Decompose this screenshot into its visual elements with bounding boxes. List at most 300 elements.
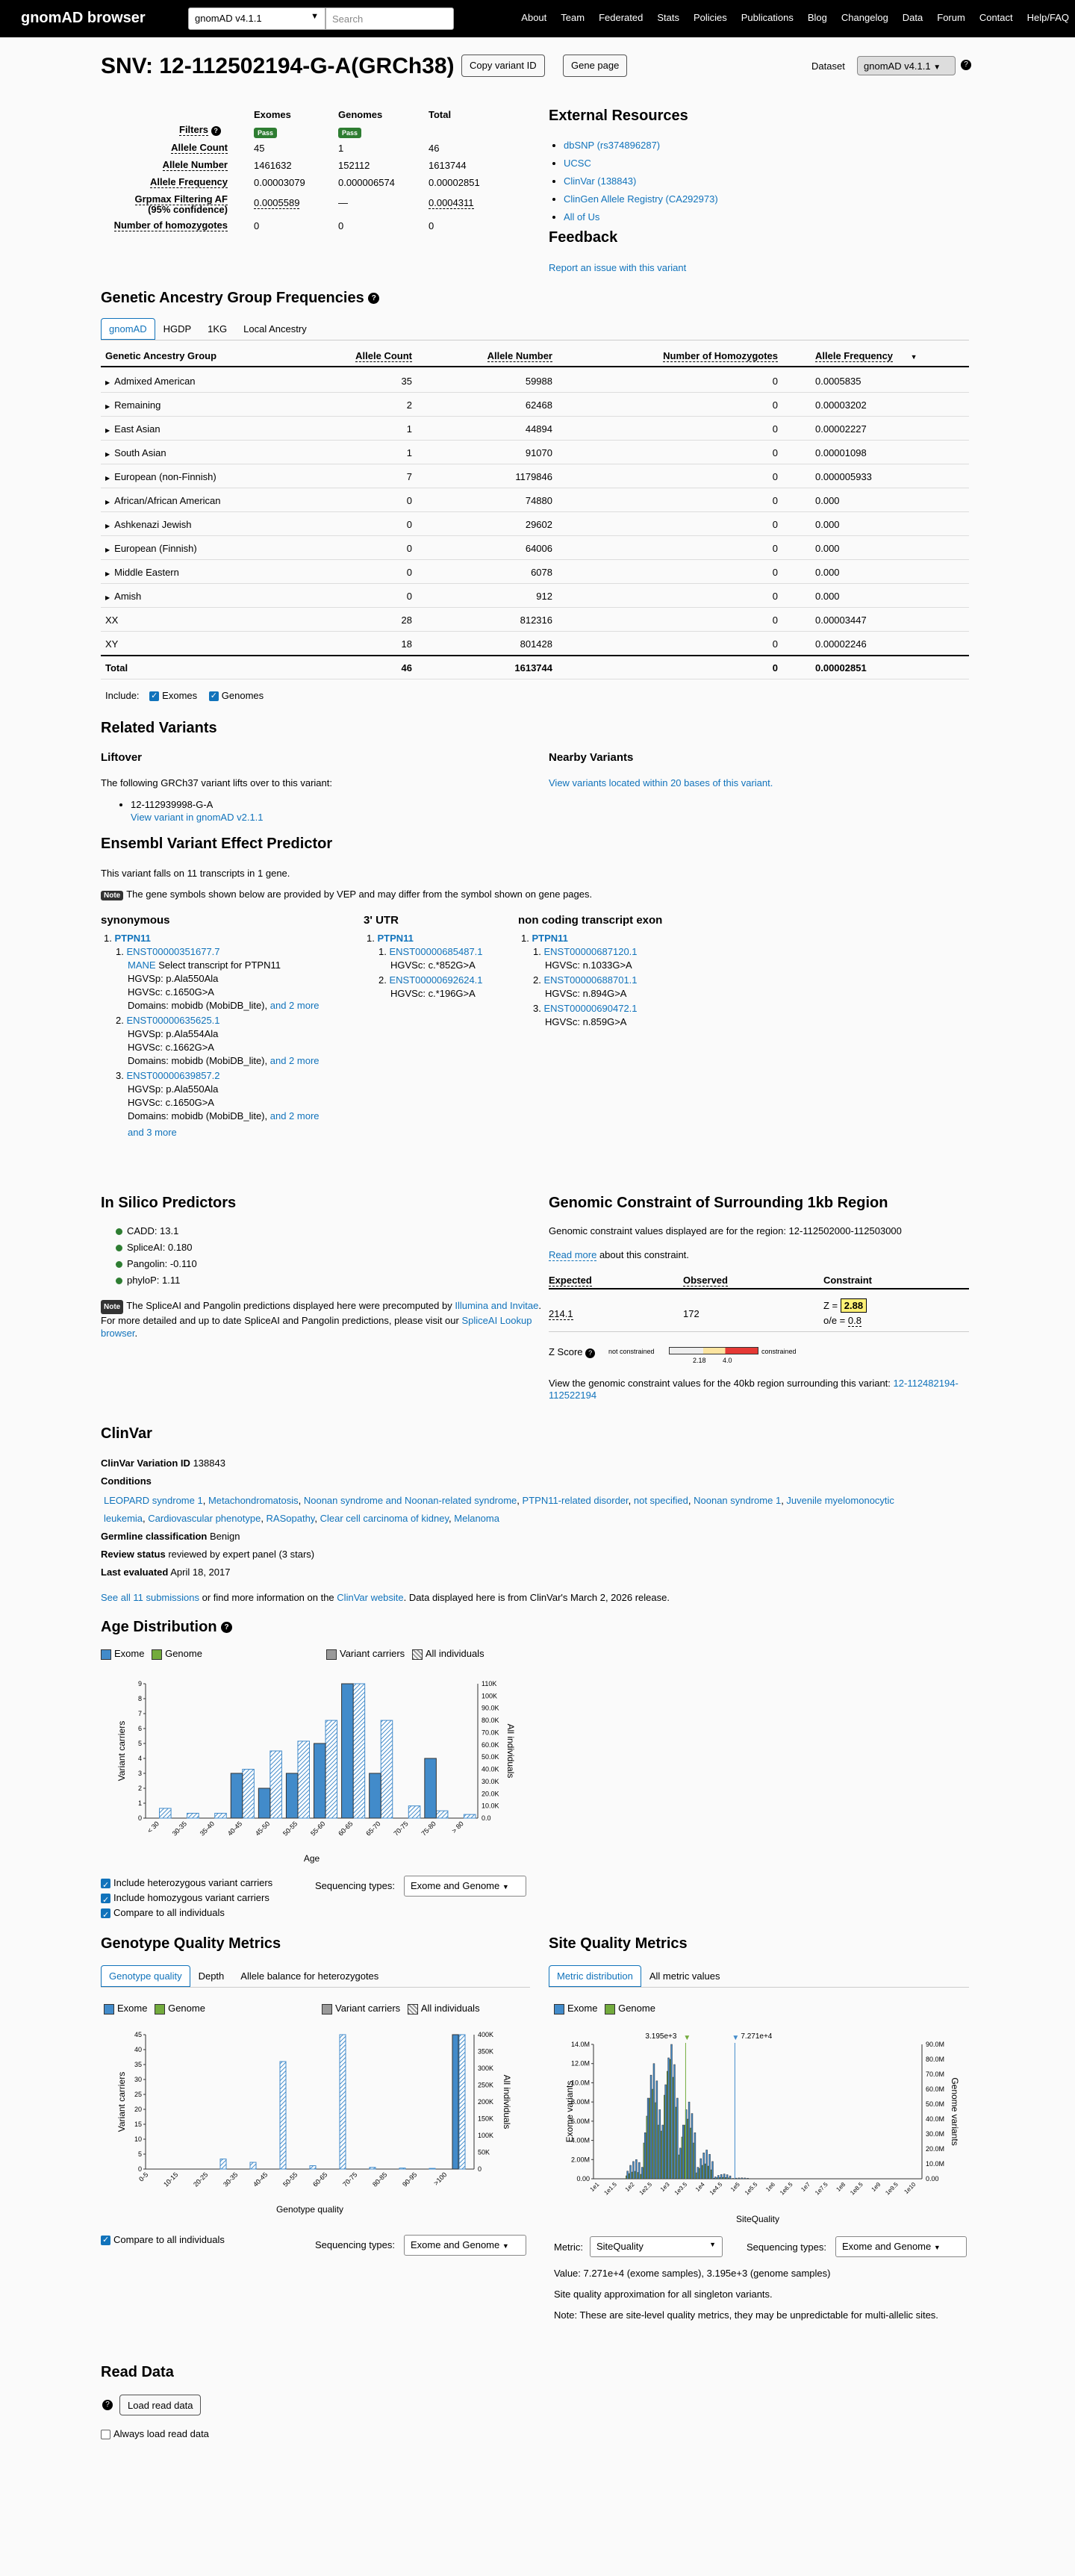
germline-classification: Germline classification Benign [101, 1531, 240, 1542]
all-individuals-bar [280, 2062, 286, 2169]
x-tick-label: 50-55 [281, 2171, 299, 2188]
ancestry-group-cell[interactable]: ▶ Amish [105, 591, 142, 602]
exome-bar [682, 2125, 684, 2179]
x-tick-label: < 30 [146, 1820, 161, 1835]
geno-legend-data: Exome Genome [104, 2003, 205, 2015]
nav-link[interactable]: Publications [741, 12, 794, 23]
ancestry-cell: 0 [406, 567, 412, 578]
always-load-checkbox[interactable] [101, 2430, 110, 2439]
nearby-link[interactable]: View variants located within 20 bases of this variant. [549, 777, 773, 788]
ancestry-group-cell[interactable]: ▶ Remaining [105, 399, 161, 411]
ancestry-cell: 0 [406, 543, 412, 554]
copy-variant-id-button[interactable]: Copy variant ID [461, 55, 545, 77]
expand-caret-icon: ▶ [105, 475, 110, 482]
freq-cell: 152112 [338, 160, 370, 171]
read-data-title: Read Data [101, 2364, 174, 2380]
metric-label: Metric: [554, 2241, 583, 2253]
ancestry-cell: 0 [772, 423, 778, 435]
x-tick-label: 80-85 [371, 2171, 389, 2188]
gene-item: 1. PTPN11 [521, 933, 568, 944]
metric-select[interactable]: SiteQuality ▼ [590, 2236, 723, 2257]
condition-link[interactable]: Noonan syndrome 1 [694, 1495, 782, 1506]
constraint-view-text: View the genomic constraint values for the 40kb region surrounding this variant: 12-112482194-112522194 [549, 1378, 959, 1401]
see-all-submissions-link[interactable]: See all 11 submissions [101, 1592, 199, 1603]
constraint-readmore: Read more about this constraint. [549, 1249, 689, 1260]
ancestry-group-cell[interactable]: ▶ South Asian [105, 447, 166, 458]
all-individuals-bar [381, 1720, 393, 1818]
expand-caret-icon: ▶ [105, 403, 110, 410]
site-seq-select[interactable]: Exome and Genome ▼ [835, 2236, 967, 2257]
ancestry-cell: 1179846 [515, 471, 552, 482]
status-dot-icon [116, 1245, 122, 1251]
tab[interactable]: Depth [198, 1970, 225, 1982]
exome-bar [641, 2168, 643, 2179]
exome-bar [703, 2153, 705, 2179]
y2-tick-label: 0 [478, 2165, 482, 2173]
y-tick-label: 8.00M [570, 2098, 590, 2106]
ancestry-cell: 0 [772, 399, 778, 411]
condition-link[interactable]: Melanoma [454, 1513, 499, 1524]
nav-link[interactable]: Forum [937, 12, 965, 23]
exome-bar [647, 2098, 649, 2179]
x-tick-label: 1e6.5 [778, 2181, 794, 2197]
ancestry-cell: 0 [772, 615, 778, 626]
y2-tick-label: 40.0M [926, 2115, 945, 2123]
transcript-link[interactable]: ENST00000692624.1 [389, 974, 483, 986]
ancestry-cell: 1 [406, 423, 412, 435]
x-tick-label: 1e2 [623, 2181, 636, 2193]
exome-bar [632, 2162, 634, 2179]
compare-all-checkbox[interactable] [101, 1908, 110, 1918]
help-icon[interactable]: ? [211, 126, 221, 136]
nav-link[interactable]: About [521, 12, 547, 23]
expand-caret-icon: ▶ [105, 499, 110, 505]
col-exomes: Exomes [254, 109, 291, 120]
ancestry-cell: 0.0005835 [815, 376, 861, 387]
ancestry-cell: 0.00001098 [815, 447, 867, 458]
ancestry-group-cell[interactable]: ▶ Admixed American [105, 376, 196, 387]
exome-bar [694, 2132, 696, 2179]
exome-bar [644, 2132, 646, 2179]
freq-cell: 1461632 [254, 160, 292, 171]
condition-link[interactable]: Clear cell carcinoma of kidney [320, 1513, 449, 1524]
ancestry-cell: 0 [772, 447, 778, 458]
tab[interactable]: gnomAD [101, 318, 155, 340]
nav-link[interactable]: Data [902, 12, 923, 23]
nav-link[interactable]: Changelog [841, 12, 888, 23]
exome-bar [635, 2159, 637, 2179]
tab[interactable]: 1KG [208, 323, 228, 335]
genomes-checkbox[interactable] [209, 691, 219, 701]
site-note: Note: These are site-level quality metrics, they may be unpredictable for multi-allelic sites. [554, 2309, 938, 2321]
top-navbar [0, 0, 1075, 37]
nav-link[interactable]: Help/FAQ [1026, 12, 1069, 23]
ancestry-cell: 0.000005933 [815, 471, 872, 482]
observed-value: 172 [683, 1308, 699, 1319]
transcript-link[interactable]: ENST00000635625.1 [126, 1015, 220, 1026]
y2-tick-label: 60.0K [482, 1740, 499, 1749]
ancestry-cell: 0 [772, 662, 778, 673]
y2-tick-label: 100K [482, 1692, 498, 1700]
external-link[interactable]: dbSNP (rs374896287) [564, 140, 661, 151]
x-tick-label: 50-55 [281, 1820, 299, 1838]
freq-cell: 46 [429, 143, 440, 154]
clinvar-title: ClinVar [101, 1425, 152, 1442]
gene-link[interactable]: PTPN11 [114, 933, 151, 944]
exome-bar [286, 1773, 298, 1818]
condition-link[interactable]: LEOPARD syndrome 1 [104, 1495, 203, 1506]
tab[interactable]: All metric values [649, 1970, 720, 1982]
y-tick-label: 6.00M [570, 2117, 590, 2125]
mane-link[interactable]: MANE [128, 959, 156, 971]
exome-bar [729, 2176, 731, 2179]
ancestry-group-cell[interactable]: ▶ European (non-Finnish) [105, 471, 216, 482]
more-domains-link[interactable]: and 2 more [269, 1000, 320, 1011]
external-resources-title: External Resources [549, 108, 688, 124]
ancestry-group-cell[interactable]: ▶ European (Finnish) [105, 543, 197, 554]
transcript-link[interactable]: ENST00000685487.1 [389, 946, 483, 957]
utr-list [364, 932, 513, 1002]
y2-tick-label: 30.0M [926, 2130, 945, 2138]
tab[interactable]: Genotype quality [101, 1965, 190, 1987]
x-tick-label: 70-75 [341, 2171, 359, 2188]
search-input[interactable]: Search [325, 7, 454, 30]
exome-bar [659, 2109, 661, 2179]
vep-intro: This variant falls on 11 transcripts in 1 gene. [101, 868, 290, 879]
y-tick-label: 5 [137, 1740, 142, 1747]
x-tick-label: 1e10 [903, 2181, 917, 2195]
x-axis-label: SiteQuality [735, 2214, 780, 2224]
y2-tick-label: 110K [482, 1680, 497, 1687]
ancestry-cell: 7 [406, 471, 412, 482]
ancestry-title: Genetic Ancestry Group Frequencies ? [101, 290, 379, 307]
exome-swatch-icon [554, 2004, 564, 2015]
ancestry-cell: 0.00002246 [815, 638, 867, 650]
site-title: Site Quality Metrics [549, 1935, 688, 1952]
all-individuals-bar [429, 2168, 435, 2169]
load-read-data-button[interactable]: Load read data [119, 2395, 201, 2415]
y2-axis-label: All individuals [502, 2074, 512, 2129]
y-axis-label: Exome variants [564, 2080, 575, 2143]
exome-bar [735, 2178, 737, 2179]
age-chart [101, 1673, 534, 1882]
geno-seq-select[interactable]: Exome and Genome ▼ [404, 2235, 526, 2256]
exome-bar [258, 1788, 270, 1818]
header-allele-number[interactable]: Allele Number [487, 350, 552, 361]
related-variants-title: Related Variants [101, 720, 217, 736]
external-link[interactable]: ClinVar (138843) [564, 175, 637, 187]
genotype-title: Genotype Quality Metrics [101, 1935, 281, 1952]
read-more-link[interactable]: Read more [549, 1249, 597, 1260]
spliceai-lookup-link[interactable]: SpliceAI Lookup browser [101, 1315, 532, 1339]
ancestry-cell: 801428 [520, 638, 552, 650]
y-tick-label: 20 [134, 2106, 142, 2113]
header-homozygotes[interactable]: Number of Homozygotes [663, 350, 778, 361]
age-options: ✓Include heterozygous variant carriers ✓Include homozygous variant carriers ✓Compare to all individuals [101, 1876, 272, 1920]
ancestry-cell: 0 [772, 543, 778, 554]
gene-page-button[interactable]: Gene page [563, 55, 627, 77]
transcript-link[interactable]: ENST00000687120.1 [543, 946, 638, 957]
x-tick-label: 70-75 [392, 1820, 410, 1838]
exome-bar [630, 2165, 632, 2179]
tab[interactable]: Local Ancestry [243, 323, 307, 335]
nav-link[interactable]: Federated [599, 12, 644, 23]
nav-link[interactable]: Blog [807, 12, 827, 23]
x-tick-label: 1e1.5 [602, 2181, 618, 2197]
col-genomes: Genomes [338, 109, 383, 120]
y-tick-label: 9 [137, 1680, 142, 1687]
het-carriers-checkbox[interactable] [101, 1879, 110, 1888]
freq-cell: 0 [429, 220, 434, 231]
gene-item: 1. PTPN11 [104, 933, 151, 944]
insilico-note: Note The SpliceAI and Pangolin predictions displayed here were precomputed by Illumina and Invitae. For more detailed and up to date SpliceAI and Pangolin predictions, please visit our SpliceAI Lookup browser. [101, 1300, 541, 1339]
ancestry-group-cell[interactable]: ▶ Ashkenazi Jewish [105, 519, 192, 530]
tab[interactable]: HGDP [163, 323, 192, 335]
transcript-item: 1. ENST00000685487.1 HGVSc: c.*852G>A [378, 946, 483, 971]
exome-bar [665, 2085, 667, 2179]
review-status: Review status reviewed by expert panel (3 stars) [101, 1549, 315, 1560]
help-icon[interactable]: ? [585, 1348, 595, 1358]
transcript-link[interactable]: ENST00000690472.1 [543, 1003, 638, 1014]
external-link[interactable]: UCSC [564, 158, 591, 169]
all-individuals-bar [250, 2162, 256, 2169]
exome-bar [679, 2148, 681, 2179]
exome-bar [673, 2065, 675, 2179]
x-tick-label: 1e2.5 [638, 2181, 654, 2197]
y2-tick-label: 80.0K [482, 1717, 499, 1725]
liftover-text: The following GRCh37 variant lifts over to this variant: [101, 777, 332, 788]
oe-value: o/e = 0.8 [823, 1315, 861, 1326]
ancestry-cell: 2 [406, 399, 412, 411]
ancestry-group-cell[interactable]: ▶ East Asian [105, 423, 161, 435]
transcript-link[interactable]: ENST00000351677.7 [126, 946, 220, 957]
geno-compare-checkbox[interactable] [101, 2236, 110, 2245]
ancestry-cell: 64006 [525, 543, 552, 554]
y-tick-label: 0.00 [576, 2175, 590, 2183]
expand-caret-icon: ▶ [105, 570, 110, 577]
liftover-variant: • 12-112939998-G-A [131, 798, 264, 811]
x-tick-label: 1e1 [588, 2181, 601, 2193]
exome-swatch-icon [101, 1649, 111, 1660]
site-seq-label: Sequencing types: [747, 2241, 826, 2253]
ancestry-cell: 0.000 [815, 519, 840, 530]
all-individuals-bar [298, 1741, 310, 1818]
liftover-title: Liftover [101, 751, 143, 764]
x-tick-label: 40-45 [225, 1820, 244, 1838]
tab[interactable]: Allele balance for heterozygotes [240, 1970, 379, 1982]
freq-cell: 0.00003079 [254, 177, 305, 188]
transcript-link[interactable]: ENST00000688701.1 [543, 974, 638, 986]
x-tick-label: 1e5 [729, 2181, 741, 2193]
utr-title: 3' UTR [364, 914, 399, 927]
header-allele-frequency[interactable]: Allele Frequency ▼ [815, 350, 917, 361]
report-issue-link[interactable]: Report an issue with this variant [549, 262, 687, 273]
exome-bar [720, 2174, 722, 2179]
condition-link[interactable]: Cardiovascular phenotype [148, 1513, 261, 1524]
all-individuals-swatch-icon [408, 2004, 418, 2015]
all-individuals-bar [370, 2168, 376, 2169]
exome-pass-badge: Pass [254, 128, 277, 138]
last-evaluated: Last evaluated April 18, 2017 [101, 1567, 231, 1578]
age-seq-select[interactable]: Exome and Genome ▼ [404, 1876, 526, 1897]
exome-bar [668, 2058, 670, 2179]
ancestry-cell: 0 [772, 519, 778, 530]
freq-cell: 0.0004311 [429, 197, 474, 208]
y2-axis-label: All individuals [505, 1723, 516, 1779]
ancestry-cell: 29602 [525, 519, 552, 530]
transcript-item: 3. ENST00000690472.1 HGVSc: n.859G>A [533, 1003, 638, 1027]
ancestry-tabs [101, 318, 969, 340]
more-domains-link[interactable]: and 2 more [269, 1110, 320, 1121]
exome-bar [711, 2162, 713, 2179]
page-title: SNV: 12-112502194-G-A(GRCh38) [101, 54, 455, 78]
exome-bar [638, 2162, 640, 2179]
transcript-link[interactable]: ENST00000639857.2 [126, 1070, 220, 1081]
zscore-scale [669, 1347, 758, 1354]
exome-bar [688, 2102, 690, 2179]
header-group[interactable]: Genetic Ancestry Group [105, 350, 217, 361]
ancestry-cell: 0.00002851 [815, 662, 867, 673]
y2-tick-label: 150K [478, 2115, 494, 2123]
help-icon[interactable]: ? [221, 1622, 232, 1633]
exome-swatch-icon [104, 2004, 114, 2015]
hom-carriers-checkbox[interactable] [101, 1894, 110, 1903]
z-score-value: Z = 2.88 [823, 1300, 867, 1311]
y2-tick-label: 100K [478, 2132, 494, 2139]
exome-bar [697, 2168, 699, 2179]
feedback-title: Feedback [549, 229, 618, 246]
x-tick-label: 90-95 [401, 2171, 419, 2188]
y2-tick-label: 70.0M [926, 2071, 945, 2078]
synonymous-list [101, 932, 362, 1139]
y2-tick-label: 50.0M [926, 2100, 945, 2108]
genome-marker-label: 3.195e+3 [645, 2032, 677, 2041]
ancestry-cell: 0.00003447 [815, 615, 867, 626]
exome-bar [314, 1743, 326, 1818]
x-tick-label: 1e4.5 [708, 2181, 724, 2197]
site-legend: Exome Genome [554, 2003, 655, 2015]
help-icon[interactable]: ? [102, 2400, 113, 2410]
y2-tick-label: 50K [478, 2148, 490, 2156]
exomes-checkbox[interactable] [149, 691, 159, 701]
help-icon[interactable]: ? [961, 60, 971, 70]
exome-bar [744, 2178, 746, 2179]
exome-bar [691, 2114, 693, 2179]
tab[interactable]: Metric distribution [549, 1965, 641, 1987]
gene-link[interactable]: PTPN11 [377, 933, 414, 944]
y2-tick-label: 400K [478, 2031, 494, 2038]
clinvar-website-link[interactable]: ClinVar website [337, 1592, 404, 1603]
all-individuals-bar [325, 1720, 337, 1818]
x-tick-label: 1e9.5 [884, 2181, 900, 2197]
caret-down-icon: ▼ [933, 2244, 941, 2251]
condition-link[interactable]: not specified [633, 1495, 688, 1506]
condition-link[interactable]: RASopathy [266, 1513, 315, 1524]
not-constrained-label: not constrained [608, 1348, 655, 1355]
expected-value: 214.1 [549, 1308, 573, 1319]
synonymous-title: synonymous [101, 914, 170, 927]
version-select[interactable]: gnomAD v4.1.1 ▼ [188, 7, 325, 30]
all-individuals-bar [464, 1814, 476, 1818]
y-tick-label: 14.0M [570, 2041, 590, 2048]
nav-link[interactable]: Team [561, 12, 585, 23]
illumina-link[interactable]: Illumina and Invitae [455, 1300, 539, 1311]
genome-swatch-icon [152, 1649, 162, 1660]
transcript-item: 2. ENST00000635625.1 HGVSp: p.Ala554Ala HGVSc: c.1662G>A Domains: mobidb (MobiDB_lite), and 2 more [116, 1015, 320, 1066]
nav-link[interactable]: Stats [657, 12, 679, 23]
x-tick-label: 1e8 [835, 2181, 847, 2193]
dataset-select[interactable]: gnomAD v4.1.1 ▼ [857, 56, 956, 75]
ancestry-cell: 0 [406, 591, 412, 602]
y-tick-label: 10 [134, 2135, 142, 2143]
x-tick-label: 35-40 [198, 1820, 216, 1838]
site-value-text: Value: 7.271e+4 (exome samples), 3.195e+3 (genome samples) [554, 2268, 831, 2279]
condition-link[interactable]: Noonan syndrome and Noonan-related syndrome [303, 1495, 517, 1506]
help-icon[interactable]: ? [368, 293, 379, 304]
external-link[interactable]: ClinGen Allele Registry (CA292973) [564, 193, 718, 205]
y2-tick-label: 10.0K [482, 1802, 499, 1810]
y-tick-label: 40 [134, 2046, 142, 2053]
ancestry-group-cell: XY [105, 638, 119, 650]
ancestry-cell: 35 [401, 376, 412, 387]
more-transcripts-link[interactable]: and 3 more [128, 1127, 177, 1138]
caret-down-icon: ▼ [502, 2242, 509, 2250]
age-legend-compare: Variant carriers All individuals [326, 1648, 484, 1660]
ancestry-cell: 91070 [525, 447, 552, 458]
exome-bar [747, 2178, 749, 2179]
exome-bar [709, 2154, 711, 2179]
nav-link[interactable]: Policies [693, 12, 727, 23]
always-load: Always load read data [101, 2428, 209, 2439]
ancestry-group-cell[interactable]: ▶ African/African American [105, 495, 221, 506]
exome-bar [738, 2178, 740, 2179]
ancestry-cell: 0 [772, 495, 778, 506]
scale-tick-2: 4.0 [723, 1357, 732, 1364]
logo-link[interactable]: gnomAD browser [21, 10, 146, 26]
y-tick-label: 25 [134, 2091, 142, 2098]
condition-link[interactable]: Juvenile myelomonocytic leukemia [104, 1495, 894, 1524]
external-link[interactable]: All of Us [564, 211, 600, 223]
freq-row-label: Grpmax Filtering AF (95% confidence) [134, 193, 228, 215]
external-link-item [564, 155, 718, 172]
exome-bar [706, 2150, 708, 2179]
region-40kb-link[interactable]: 12-112482194-112522194 [549, 1378, 959, 1401]
all-individuals-bar [408, 1806, 420, 1818]
expand-caret-icon: ▶ [105, 379, 110, 386]
exome-bar [717, 2176, 719, 2180]
condition-link[interactable]: Metachondromatosis [208, 1495, 299, 1506]
more-domains-link[interactable]: and 2 more [269, 1055, 320, 1066]
genome-pass-badge: Pass [338, 128, 361, 138]
exome-bar [627, 2171, 629, 2179]
condition-link[interactable]: PTPN11-related disorder [522, 1495, 629, 1506]
ancestry-group-cell: XX [105, 615, 119, 626]
ancestry-group-cell[interactable]: ▶ Middle Eastern [105, 567, 179, 578]
liftover-link[interactable]: View variant in gnomAD v2.1.1 [131, 812, 264, 823]
y-tick-label: 45 [134, 2031, 142, 2038]
ancestry-cell: 0 [772, 567, 778, 578]
y-tick-label: 3 [137, 1770, 142, 1777]
exome-bar [714, 2177, 716, 2179]
ancestry-cell: 0 [772, 591, 778, 602]
all-individuals-bar [310, 2166, 316, 2170]
y-tick-label: 12.0M [570, 2059, 590, 2068]
header-allele-count[interactable]: Allele Count [355, 350, 412, 361]
gene-link[interactable]: PTPN11 [532, 933, 568, 944]
sort-icon: ▼ [910, 353, 917, 361]
filters-label: Filters ? [179, 124, 221, 136]
nav-link[interactable]: Contact [979, 12, 1013, 23]
